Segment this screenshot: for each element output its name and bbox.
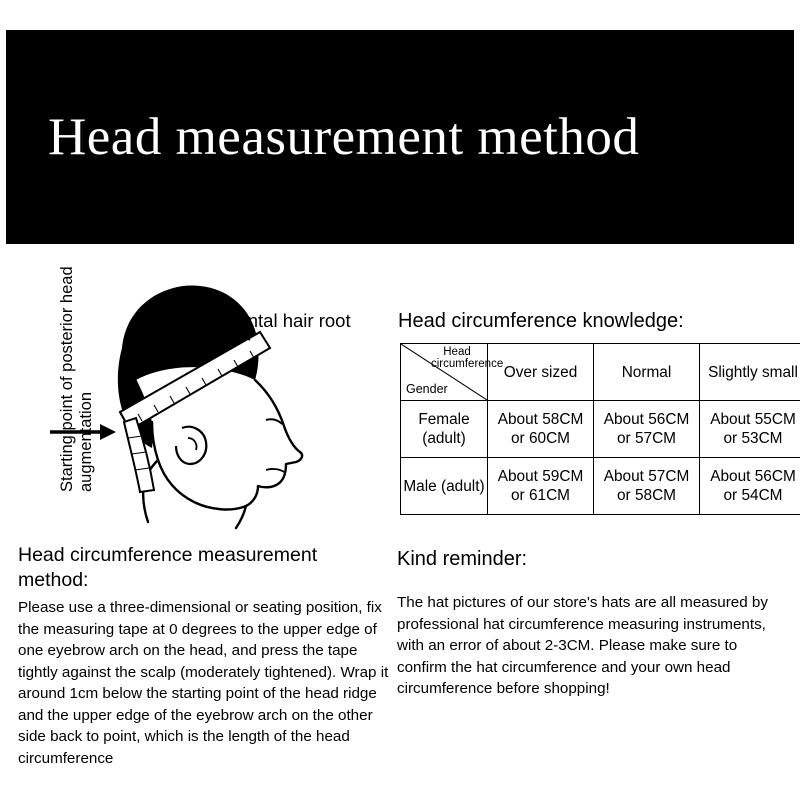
table-header-slightly-small: Slightly small — [700, 344, 800, 401]
table-header-oversized: Over sized — [488, 344, 594, 401]
table-row — [401, 458, 800, 515]
head-circumference-table — [400, 343, 800, 515]
reminder-body: The hat pictures of our store's hats are all measured by professional hat circumference measuring instruments, with an error of about 2-3CM. Please make sure to confirm the hat circumference and your own head circumference before shopping! — [397, 594, 768, 697]
cell-male-oversized: About 59CM or 61CM — [488, 458, 594, 515]
table-header-normal: Normal — [594, 344, 700, 401]
row-label-male: Male (adult) — [401, 458, 488, 515]
measurement-method-block — [18, 543, 390, 769]
posterior-start-label: Starting point of posterior head augmentation — [58, 266, 95, 492]
cell-female-oversized: About 58CM or 60CM — [488, 401, 594, 458]
header-banner — [6, 30, 794, 244]
corner-label-gender: Gender — [406, 382, 448, 396]
table-corner-cell — [401, 344, 504, 401]
cell-female-slightly-small: About 55CM or 53CM — [700, 401, 800, 458]
cell-male-slightly-small: About 56CM or 54CM — [700, 458, 800, 515]
measurement-method-heading: Head circumference measurement method: — [18, 544, 318, 591]
reminder-heading: Kind reminder: — [397, 548, 528, 570]
table-row — [401, 401, 800, 458]
page-title: Head measurement method — [48, 108, 640, 166]
knowledge-heading: Head circumference knowledge: — [398, 310, 684, 332]
head-illustration — [14, 252, 390, 534]
cell-male-normal: About 57CM or 58CM — [594, 458, 700, 515]
table-header-row — [401, 344, 800, 401]
cell-female-normal: About 56CM or 57CM — [594, 401, 700, 458]
corner-label-circumference: Head circumference — [431, 346, 504, 370]
measurement-method-body: Please use a three-dimensional or seating position, fix the measuring tape at 0 degrees to the upper edge of one eyebrow arch on the head, and press the tape tightly against the scalp (moderately tightened). Wrap it around 1cm below the starting point of the head ridge and the upper edge of the eyebrow arch on the other side back to point, which is the length of the head circumference — [18, 599, 389, 767]
row-label-female: Female (adult) — [401, 401, 488, 458]
frontal-hair-root-label: Frontal hair root — [220, 310, 351, 331]
